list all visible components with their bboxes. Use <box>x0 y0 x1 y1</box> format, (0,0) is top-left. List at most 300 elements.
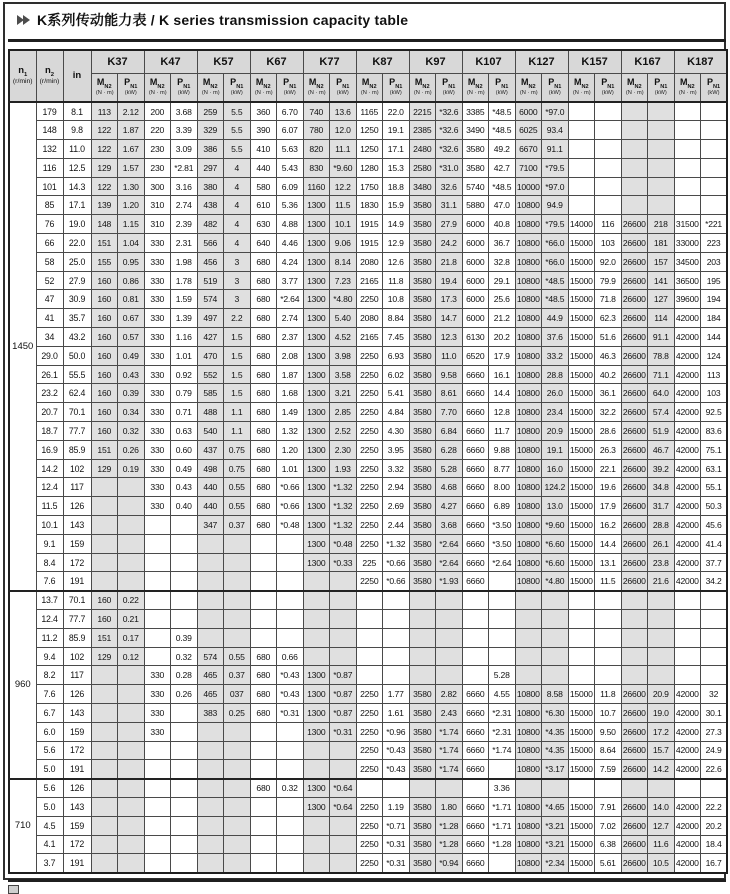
cell-K97-pn1: *1.74 <box>436 760 463 779</box>
cell-K67-mn2: 630 <box>250 215 277 234</box>
cell-K57-mn2 <box>197 534 224 553</box>
cell-K97-mn2: 3580 <box>409 422 436 441</box>
cell-K127-pn1: 124.2 <box>542 478 569 497</box>
cell-K157-pn1: 13.1 <box>595 553 622 572</box>
cell-K87-mn2 <box>356 666 383 685</box>
cell-K157-mn2: 15000 <box>568 572 595 591</box>
cell-K87-mn2: 2250 <box>356 290 383 309</box>
col-header-K167-mn2: $M_{N2}$ (N · m) <box>621 73 648 102</box>
cell-K57-pn1: 1.5 <box>224 346 251 365</box>
cell-K37-mn2 <box>91 854 118 873</box>
cell-K157-mn2: 15000 <box>568 459 595 478</box>
cell-K187-mn2: 39600 <box>674 290 701 309</box>
cell-K47-mn2 <box>144 534 171 553</box>
cell-K167-pn1: 28.8 <box>648 516 675 535</box>
cell-K97-pn1: 1.80 <box>436 797 463 816</box>
col-header-K167-pn1: $P_{N1}$ (kW) <box>648 73 675 102</box>
cell-K67-mn2 <box>250 534 277 553</box>
cell-K167-pn1: 157 <box>648 252 675 271</box>
cell-K187-mn2: 42000 <box>674 816 701 835</box>
cell-K37-mn2: 160 <box>91 422 118 441</box>
col-header-K47: K47 <box>144 50 197 73</box>
cell-K167-pn1: 26.1 <box>648 534 675 553</box>
cell-K47-pn1 <box>171 610 198 629</box>
cell-K157-mn2: 15000 <box>568 722 595 741</box>
cell-K87-pn1 <box>383 610 410 629</box>
cell-K127-pn1: 13.0 <box>542 497 569 516</box>
cell-K47-mn2 <box>144 516 171 535</box>
cell-K187-pn1 <box>701 779 728 798</box>
n2-cell: 7.6 <box>36 685 63 704</box>
table-row <box>9 572 727 591</box>
n2-cell: 5.6 <box>36 741 63 760</box>
cell-K157-mn2 <box>568 628 595 647</box>
cell-K87-pn1: 15.9 <box>383 196 410 215</box>
cell-K57-pn1: 4 <box>224 215 251 234</box>
cell-K37-pn1: 1.20 <box>118 196 145 215</box>
cell-K37-pn1: 0.22 <box>118 591 145 610</box>
cell-K97-pn1: 12.3 <box>436 328 463 347</box>
cell-K97-pn1: *2.64 <box>436 534 463 553</box>
cell-K87-mn2: 2250 <box>356 422 383 441</box>
cell-K37-pn1 <box>118 779 145 798</box>
cell-K57-mn2: 440 <box>197 478 224 497</box>
cell-K127-mn2: 10800 <box>515 215 542 234</box>
cell-K107-mn2: 6520 <box>462 346 489 365</box>
cell-K37-pn1: 1.04 <box>118 234 145 253</box>
cell-K127-pn1: *3.21 <box>542 835 569 854</box>
cell-K87-pn1: 2.44 <box>383 516 410 535</box>
ratio-cell: 159 <box>63 534 91 553</box>
cell-K97-pn1: 2.43 <box>436 704 463 723</box>
cell-K87-pn1: 1.61 <box>383 704 410 723</box>
ratio-cell: 172 <box>63 553 91 572</box>
cell-K167-mn2: 26600 <box>621 271 648 290</box>
cell-K167-pn1: 91.1 <box>648 328 675 347</box>
cell-K87-mn2: 2250 <box>356 534 383 553</box>
cell-K157-pn1: 5.61 <box>595 854 622 873</box>
cell-K77-pn1: *0.87 <box>330 685 357 704</box>
cell-K77-pn1 <box>330 854 357 873</box>
cell-K67-pn1: 5.63 <box>277 140 304 159</box>
cell-K57-mn2 <box>197 591 224 610</box>
cell-K57-pn1 <box>224 534 251 553</box>
cell-K127-pn1: *4.80 <box>542 572 569 591</box>
cell-K167-mn2 <box>621 158 648 177</box>
col-header-K87-pn1: $P_{N1}$ (kW) <box>383 73 410 102</box>
cell-K37-pn1: 0.12 <box>118 647 145 666</box>
cell-K47-mn2 <box>144 835 171 854</box>
cell-K97-pn1 <box>436 610 463 629</box>
cell-K97-mn2: 3580 <box>409 290 436 309</box>
cell-K47-pn1: 3.39 <box>171 121 198 140</box>
cell-K37-mn2: 160 <box>91 309 118 328</box>
cell-K67-pn1: 6.70 <box>277 102 304 121</box>
cell-K37-pn1 <box>118 685 145 704</box>
cell-K157-mn2 <box>568 158 595 177</box>
cell-K37-mn2 <box>91 478 118 497</box>
cell-K157-mn2 <box>568 102 595 121</box>
cell-K187-pn1 <box>701 177 728 196</box>
cell-K87-mn2: 2250 <box>356 365 383 384</box>
cell-K97-pn1: 27.9 <box>436 215 463 234</box>
table-row <box>9 628 727 647</box>
cell-K107-pn1: 12.8 <box>489 403 516 422</box>
cell-K167-pn1 <box>648 591 675 610</box>
cell-K37-mn2: 122 <box>91 177 118 196</box>
cell-K157-pn1 <box>595 177 622 196</box>
cell-K97-mn2: 3580 <box>409 704 436 723</box>
cell-K37-mn2: 160 <box>91 346 118 365</box>
cell-K67-mn2 <box>250 553 277 572</box>
cell-K87-mn2: 2250 <box>356 497 383 516</box>
cell-K97-mn2: 3580 <box>409 384 436 403</box>
cell-K97-mn2: 2580 <box>409 158 436 177</box>
cell-K97-pn1 <box>436 647 463 666</box>
cell-K37-mn2 <box>91 779 118 798</box>
cell-K87-mn2: 1830 <box>356 196 383 215</box>
cell-K87-pn1: 5.41 <box>383 384 410 403</box>
cell-K97-mn2: 3580 <box>409 403 436 422</box>
cell-K127-pn1 <box>542 628 569 647</box>
cell-K77-pn1: 7.23 <box>330 271 357 290</box>
cell-K127-mn2: 10800 <box>515 741 542 760</box>
cell-K97-pn1: 31.1 <box>436 196 463 215</box>
cell-K187-mn2: 42000 <box>674 309 701 328</box>
cell-K57-mn2: 438 <box>197 196 224 215</box>
cell-K187-mn2 <box>674 121 701 140</box>
cell-K187-pn1: 34.2 <box>701 572 728 591</box>
cell-K77-pn1: 1.93 <box>330 459 357 478</box>
cell-K127-pn1: *9.60 <box>542 516 569 535</box>
cell-K57-mn2 <box>197 760 224 779</box>
n2-cell: 85 <box>36 196 63 215</box>
cell-K167-pn1 <box>648 610 675 629</box>
cell-K57-pn1 <box>224 760 251 779</box>
cell-K107-pn1: 3.36 <box>489 779 516 798</box>
cell-K157-mn2: 15000 <box>568 854 595 873</box>
cell-K167-pn1 <box>648 628 675 647</box>
cell-K187-pn1: 144 <box>701 328 728 347</box>
cell-K157-mn2: 15000 <box>568 478 595 497</box>
cell-K97-mn2: 3580 <box>409 760 436 779</box>
cell-K187-mn2: 42000 <box>674 516 701 535</box>
cell-K47-pn1 <box>171 779 198 798</box>
cell-K107-mn2: 6000 <box>462 234 489 253</box>
cell-K47-pn1: 0.49 <box>171 459 198 478</box>
cell-K57-pn1: 5.5 <box>224 102 251 121</box>
cell-K187-pn1 <box>701 140 728 159</box>
cell-K87-pn1: 7.45 <box>383 328 410 347</box>
cell-K107-pn1: 49.2 <box>489 140 516 159</box>
cell-K37-pn1: 1.30 <box>118 177 145 196</box>
cell-K77-mn2: 1160 <box>303 177 330 196</box>
cell-K187-pn1: 55.1 <box>701 478 728 497</box>
cell-K97-pn1: *1.74 <box>436 741 463 760</box>
cell-K87-pn1 <box>383 591 410 610</box>
cell-K167-mn2 <box>621 610 648 629</box>
cell-K77-mn2: 1300 <box>303 328 330 347</box>
cell-K87-pn1: *0.31 <box>383 854 410 873</box>
cell-K47-mn2 <box>144 760 171 779</box>
cell-K87-pn1: 3.95 <box>383 440 410 459</box>
col-header-n1: $n_1$ (r/min) <box>9 50 36 102</box>
cell-K167-mn2: 26600 <box>621 290 648 309</box>
cell-K167-pn1: 181 <box>648 234 675 253</box>
cell-K187-pn1: 22.6 <box>701 760 728 779</box>
cell-K77-pn1: 3.58 <box>330 365 357 384</box>
cell-K97-mn2: 3580 <box>409 854 436 873</box>
cell-K127-pn1: 33.2 <box>542 346 569 365</box>
cell-K97-pn1: 19.4 <box>436 271 463 290</box>
cell-K157-mn2: 15000 <box>568 346 595 365</box>
n2-cell: 9.4 <box>36 647 63 666</box>
cell-K167-pn1 <box>648 140 675 159</box>
cell-K167-mn2 <box>621 177 648 196</box>
cell-K37-pn1: 0.57 <box>118 328 145 347</box>
cell-K67-pn1 <box>277 722 304 741</box>
cell-K107-pn1: 42.7 <box>489 158 516 177</box>
n2-cell: 101 <box>36 177 63 196</box>
cell-K47-mn2: 220 <box>144 121 171 140</box>
cell-K187-pn1: 37.7 <box>701 553 728 572</box>
cell-K77-pn1 <box>330 610 357 629</box>
cell-K97-pn1: 17.3 <box>436 290 463 309</box>
table-row <box>9 252 727 271</box>
col-header-K37: K37 <box>91 50 144 73</box>
cell-K67-pn1 <box>277 741 304 760</box>
cell-K157-mn2: 15000 <box>568 384 595 403</box>
cell-K67-mn2: 440 <box>250 158 277 177</box>
cell-K107-mn2: 5740 <box>462 177 489 196</box>
cell-K97-mn2 <box>409 647 436 666</box>
n2-cell: 6.7 <box>36 704 63 723</box>
cell-K77-pn1: *0.31 <box>330 722 357 741</box>
cell-K97-mn2: 3580 <box>409 572 436 591</box>
cell-K187-mn2: 31500 <box>674 215 701 234</box>
cell-K37-mn2: 122 <box>91 140 118 159</box>
cell-K107-mn2: 6660 <box>462 403 489 422</box>
ratio-cell: 35.7 <box>63 309 91 328</box>
cell-K127-pn1: 93.4 <box>542 121 569 140</box>
cell-K57-pn1 <box>224 610 251 629</box>
cell-K97-mn2 <box>409 779 436 798</box>
cell-K37-pn1: 0.32 <box>118 422 145 441</box>
cell-K67-pn1: 6.07 <box>277 121 304 140</box>
cell-K107-pn1: 40.8 <box>489 215 516 234</box>
cell-K187-pn1: 92.5 <box>701 403 728 422</box>
n2-cell: 23.2 <box>36 384 63 403</box>
cell-K67-pn1 <box>277 835 304 854</box>
cell-K157-pn1: 9.50 <box>595 722 622 741</box>
cell-K107-pn1 <box>489 610 516 629</box>
cell-K47-mn2: 330 <box>144 384 171 403</box>
table-row <box>9 102 727 121</box>
cell-K157-pn1 <box>595 158 622 177</box>
cell-K77-mn2: 1300 <box>303 234 330 253</box>
cell-K57-pn1: 0.75 <box>224 440 251 459</box>
cell-K187-pn1: 18.4 <box>701 835 728 854</box>
cell-K127-pn1: *6.30 <box>542 704 569 723</box>
cell-K67-mn2 <box>250 610 277 629</box>
cell-K67-pn1: 1.49 <box>277 403 304 422</box>
cell-K167-mn2 <box>621 591 648 610</box>
cell-K57-mn2: 259 <box>197 102 224 121</box>
cell-K67-mn2: 680 <box>250 271 277 290</box>
cell-K127-mn2: 6025 <box>515 121 542 140</box>
cell-K187-mn2 <box>674 102 701 121</box>
cell-K157-pn1: 32.2 <box>595 403 622 422</box>
cell-K97-pn1: 14.7 <box>436 309 463 328</box>
cell-K77-pn1 <box>330 572 357 591</box>
cell-K47-mn2: 330 <box>144 403 171 422</box>
cell-K87-pn1: *0.66 <box>383 553 410 572</box>
cell-K47-pn1: 3.68 <box>171 102 198 121</box>
cell-K77-mn2: 1300 <box>303 290 330 309</box>
cell-K97-pn1: 21.8 <box>436 252 463 271</box>
ratio-cell: 117 <box>63 478 91 497</box>
table-row <box>9 741 727 760</box>
cell-K157-mn2 <box>568 666 595 685</box>
cell-K107-pn1: *1.28 <box>489 835 516 854</box>
cell-K107-mn2 <box>462 666 489 685</box>
cell-K157-mn2: 15000 <box>568 497 595 516</box>
cell-K47-pn1: 0.63 <box>171 422 198 441</box>
cell-K67-pn1: *0.43 <box>277 685 304 704</box>
cell-K187-pn1: *221 <box>701 215 728 234</box>
ratio-cell: 143 <box>63 704 91 723</box>
col-header-K97: K97 <box>409 50 462 73</box>
col-header-ratio: in <box>63 50 91 102</box>
table-row <box>9 346 727 365</box>
cell-K107-mn2: 6660 <box>462 422 489 441</box>
cell-K67-mn2: 410 <box>250 140 277 159</box>
cell-K107-pn1: *1.71 <box>489 797 516 816</box>
table-row <box>9 610 727 629</box>
cell-K107-pn1: 8.00 <box>489 478 516 497</box>
cell-K107-pn1: 6.89 <box>489 497 516 516</box>
cell-K67-pn1: 4.46 <box>277 234 304 253</box>
ratio-cell: 9.8 <box>63 121 91 140</box>
cell-K57-mn2 <box>197 835 224 854</box>
cell-K37-pn1 <box>118 816 145 835</box>
cell-K37-mn2: 160 <box>91 403 118 422</box>
table-row <box>9 440 727 459</box>
cell-K87-mn2 <box>356 610 383 629</box>
cell-K57-pn1: 4 <box>224 177 251 196</box>
cell-K187-pn1: 195 <box>701 271 728 290</box>
cell-K47-pn1 <box>171 553 198 572</box>
table-row <box>9 215 727 234</box>
cell-K97-pn1: *32.6 <box>436 121 463 140</box>
n2-cell: 14.2 <box>36 459 63 478</box>
cell-K107-pn1: *2.64 <box>489 553 516 572</box>
cell-K107-pn1: 25.6 <box>489 290 516 309</box>
cell-K97-pn1: 4.68 <box>436 478 463 497</box>
cell-K67-pn1: 1.87 <box>277 365 304 384</box>
cell-K97-pn1: 4.27 <box>436 497 463 516</box>
cell-K37-mn2 <box>91 516 118 535</box>
cell-K187-pn1: 184 <box>701 309 728 328</box>
cell-K167-mn2: 26600 <box>621 215 648 234</box>
cell-K187-mn2: 42000 <box>674 741 701 760</box>
cell-K57-mn2: 440 <box>197 497 224 516</box>
cell-K97-mn2: 3580 <box>409 440 436 459</box>
table-row <box>9 704 727 723</box>
cell-K127-pn1: 16.0 <box>542 459 569 478</box>
cell-K127-pn1: 94.9 <box>542 196 569 215</box>
cell-K67-mn2 <box>250 835 277 854</box>
cell-K87-mn2: 1165 <box>356 102 383 121</box>
cell-K77-pn1: *0.48 <box>330 534 357 553</box>
cell-K47-mn2: 310 <box>144 196 171 215</box>
cell-K67-pn1 <box>277 591 304 610</box>
cell-K167-mn2: 26600 <box>621 704 648 723</box>
col-header-K57-mn2: $M_{N2}$ (N · m) <box>197 73 224 102</box>
cell-K167-pn1 <box>648 121 675 140</box>
cell-K127-mn2: 10800 <box>515 328 542 347</box>
cell-K57-pn1: 1.1 <box>224 422 251 441</box>
cell-K87-pn1: 18.8 <box>383 177 410 196</box>
col-header-K57-pn1: $P_{N1}$ (kW) <box>224 73 251 102</box>
cell-K187-mn2: 42000 <box>674 403 701 422</box>
cell-K67-mn2: 610 <box>250 196 277 215</box>
cell-K57-pn1: 5.5 <box>224 121 251 140</box>
cell-K67-mn2: 680 <box>250 384 277 403</box>
cell-K107-mn2: 6660 <box>462 854 489 873</box>
cell-K127-pn1 <box>542 647 569 666</box>
cell-K47-pn1: 2.31 <box>171 234 198 253</box>
cell-K187-pn1: 124 <box>701 346 728 365</box>
ratio-cell: 117 <box>63 666 91 685</box>
cell-K87-mn2: 2250 <box>356 685 383 704</box>
cell-K127-mn2: 10800 <box>515 459 542 478</box>
cell-K67-pn1: 4.24 <box>277 252 304 271</box>
cell-K57-mn2: 498 <box>197 459 224 478</box>
cell-K77-mn2: 1300 <box>303 215 330 234</box>
cell-K157-pn1 <box>595 628 622 647</box>
cell-K37-mn2: 155 <box>91 252 118 271</box>
cell-K67-mn2: 640 <box>250 234 277 253</box>
cell-K47-mn2: 330 <box>144 422 171 441</box>
cell-K97-pn1: *32.6 <box>436 102 463 121</box>
cell-K157-mn2: 15000 <box>568 516 595 535</box>
cell-K77-mn2 <box>303 854 330 873</box>
cell-K47-mn2: 330 <box>144 722 171 741</box>
cell-K187-mn2 <box>674 779 701 798</box>
cell-K157-pn1: 103 <box>595 234 622 253</box>
table-row <box>9 516 727 535</box>
cell-K157-mn2: 15000 <box>568 835 595 854</box>
cell-K57-mn2: 552 <box>197 365 224 384</box>
cell-K47-pn1: 0.40 <box>171 497 198 516</box>
cell-K57-pn1 <box>224 722 251 741</box>
table-row <box>9 121 727 140</box>
cell-K37-mn2: 151 <box>91 234 118 253</box>
cell-K107-mn2: 6660 <box>462 478 489 497</box>
cell-K167-pn1: 127 <box>648 290 675 309</box>
cell-K47-pn1 <box>171 760 198 779</box>
cell-K157-mn2 <box>568 177 595 196</box>
cell-K87-mn2: 2250 <box>356 722 383 741</box>
cell-K127-mn2: 10800 <box>515 271 542 290</box>
cell-K77-mn2: 1300 <box>303 365 330 384</box>
cell-K47-pn1: 3.16 <box>171 177 198 196</box>
cell-K37-pn1: 1.15 <box>118 215 145 234</box>
ratio-cell: 22.0 <box>63 234 91 253</box>
col-header-K37-pn1: $P_{N1}$ (kW) <box>118 73 145 102</box>
cell-K97-pn1: 8.61 <box>436 384 463 403</box>
